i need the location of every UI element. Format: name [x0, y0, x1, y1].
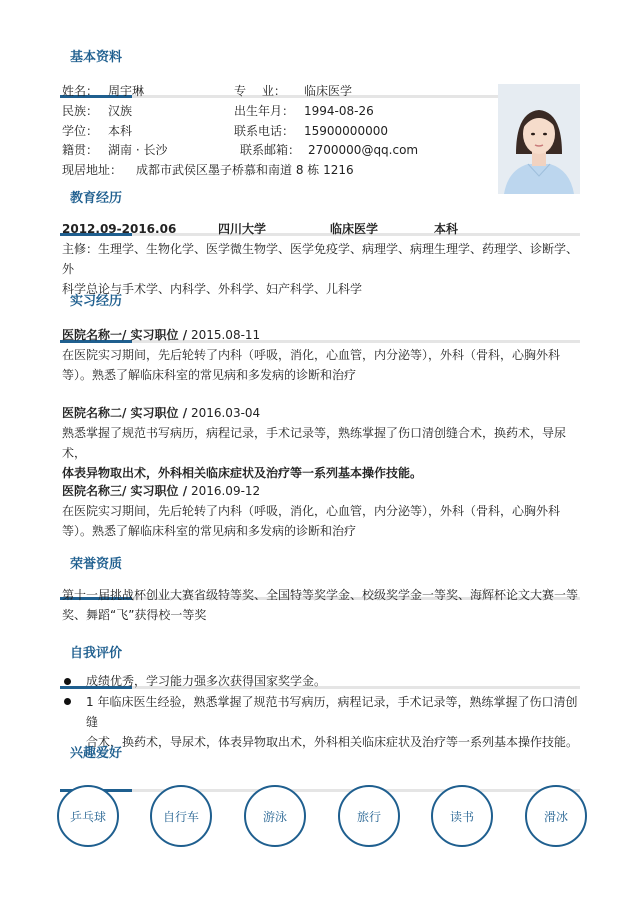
- section-title-basic: 基本资料: [70, 50, 123, 65]
- name-label: 姓名：: [62, 84, 99, 98]
- section-title-self-eval: 自我评价: [70, 646, 123, 661]
- birth-value: 1994-08-26: [304, 104, 374, 118]
- phone-label: 联系电话：: [234, 124, 295, 138]
- hobby-travel: 旅行: [338, 785, 400, 847]
- internship-header-2: [62, 404, 260, 422]
- internship-line: 等）。熟悉了解临床科室的常见病和多发病的诊断和治疗: [62, 524, 357, 538]
- self-eval-item-1: 成绩优秀，学习能力强多次获得国家奖学金。: [86, 674, 327, 688]
- internship-date: 2015.08-11: [190, 328, 261, 342]
- internship-line: 体表异物取出术，外科相关临床症状及治疗等一系列基本操作技能。: [62, 466, 423, 480]
- internship-desc-2: [62, 423, 582, 483]
- education-school: 四川大学: [218, 222, 267, 236]
- section-title-internship: 实习经历: [70, 294, 123, 309]
- education-major: 临床医学: [330, 222, 379, 236]
- self-eval-line: 合术，换药术，导尿术，体表异物取出术，外科相关临床症状及治疗等一系列基本操作技能。: [86, 735, 579, 749]
- internship-header-3: [62, 482, 260, 500]
- internship-title: 医院名称二/ 实习职位 /: [62, 406, 188, 420]
- education-courses: [62, 239, 582, 299]
- hobby-swimming: 游泳: [244, 785, 306, 847]
- bullet-icon: [64, 678, 71, 685]
- section-title-education: 教育经历: [70, 191, 123, 206]
- origin-value: 湖南 · 长沙: [108, 143, 168, 157]
- profile-photo: [498, 84, 580, 194]
- internship-date: 2016.09-12: [190, 484, 261, 498]
- internship-line: 等）。熟悉了解临床科室的常见病和多发病的诊断和治疗: [62, 368, 357, 382]
- major-value: 临床医学: [304, 84, 353, 98]
- birth-label: 出生年月：: [234, 104, 295, 118]
- self-eval-item-2: [86, 692, 586, 752]
- internship-header-1: [62, 326, 260, 344]
- hobby-cycling: 自行车: [150, 785, 212, 847]
- section-title-honors: 荣誉资质: [70, 557, 123, 572]
- honors-text: [62, 585, 582, 625]
- internship-line: 在医院实习期间，先后轮转了内科（呼吸，消化，心血管，内分泌等），外科（骨科，心胸外科: [62, 504, 561, 518]
- hobby-reading: 读书: [431, 785, 493, 847]
- internship-line: 熟悉掌握了规范书写病历，病程记录，手术记录等，熟练掌握了伤口清创缝合术，换药术，导尿术，: [62, 426, 567, 460]
- phone-value: 15900000000: [304, 124, 388, 138]
- internship-title: 医院名称一/ 实习职位 /: [62, 328, 188, 342]
- hobby-skating: 滑冰: [525, 785, 587, 847]
- major-label: 专 业：: [234, 84, 286, 98]
- address-label: 现居地址：: [62, 163, 123, 177]
- education-period: 2012.09-2016.06: [62, 222, 177, 236]
- hobby-table-tennis: 乒乓球: [57, 785, 119, 847]
- bullet-icon: [64, 698, 71, 705]
- internship-title: 医院名称三/ 实习职位 /: [62, 484, 188, 498]
- ethnicity-value: 汉族: [108, 104, 133, 118]
- divider: [60, 789, 580, 792]
- email-value: 2700000@qq.com: [308, 143, 419, 157]
- email-label: 联系邮箱：: [240, 143, 301, 157]
- education-degree: 本科: [434, 222, 459, 236]
- origin-label: 籍贯：: [62, 143, 99, 157]
- honors-line-1: 第十一届挑战杯创业大赛省级特等奖、全国特等奖学金、校级奖学金一等奖、海辉杯论文大赛一等: [62, 588, 579, 602]
- ethnicity-label: 民族：: [62, 104, 99, 118]
- internship-date: 2016.03-04: [190, 406, 261, 420]
- self-eval-line: 1 年临床医生经验，熟悉掌握了规范书写病历，病程记录，手术记录等，熟练掌握了伤口清创缝: [86, 695, 578, 729]
- courses-line-1: 主修：生理学、生物化学、医学微生物学、医学免疫学、病理学、病理生理学、药理学、诊断学、外: [62, 242, 579, 276]
- internship-desc-3: [62, 501, 582, 541]
- courses-line-2: 科学总论与手术学、内科学、外科学、妇产科学、儿科学: [62, 282, 363, 296]
- section-title-hobbies: 兴趣爱好: [70, 746, 123, 761]
- degree-label: 学位：: [62, 124, 99, 138]
- degree-value: 本科: [108, 124, 133, 138]
- person-portrait-icon: [498, 84, 580, 194]
- internship-line: 在医院实习期间，先后轮转了内科（呼吸，消化，心血管，内分泌等），外科（骨科，心胸外科: [62, 348, 561, 362]
- honors-line-2: 奖、舞蹈“飞”获得校一等奖: [62, 608, 207, 622]
- address-value: 成都市武侯区墨子桥慕和南道 8 栋 1216: [136, 163, 354, 177]
- name-value: 周宇琳: [108, 84, 145, 98]
- internship-desc-1: [62, 345, 582, 385]
